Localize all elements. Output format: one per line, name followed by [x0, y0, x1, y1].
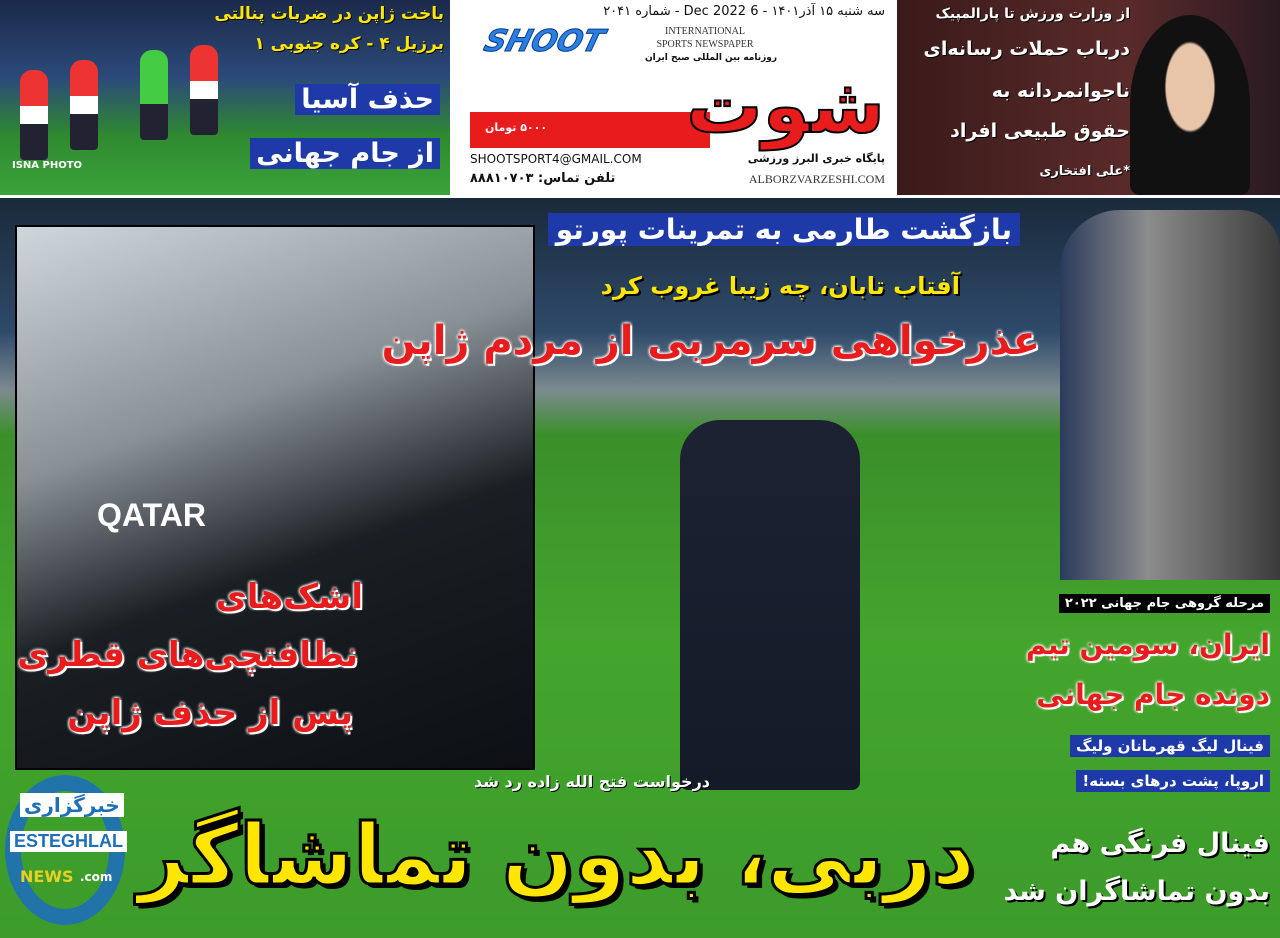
- iran-headline[interactable]: ایران، سومین تیم: [1025, 628, 1270, 661]
- shoot-logo: SHOOT: [480, 24, 608, 59]
- tagline-fa: روزنامه بین المللی صبح ایران: [645, 53, 778, 63]
- story-score: برزیل ۴ - کره جنوبی ۱: [254, 34, 444, 54]
- cameraman-figure: [1060, 210, 1280, 580]
- league-headline[interactable]: اروپا، پشت درهای بسته!: [1076, 770, 1270, 792]
- story-line: حقوق طبیعی افراد: [950, 120, 1130, 142]
- league-headline[interactable]: فینال لیگ قهرمانان ولیگ: [1070, 735, 1270, 757]
- price: ۵۰۰۰ تومان: [485, 121, 548, 134]
- iran-headline[interactable]: دونده جام جهانی: [1036, 678, 1270, 711]
- player-figure: [190, 45, 218, 135]
- watermark-fa: خبرگزاری: [20, 793, 124, 817]
- japan-headline[interactable]: عذرخواهی سرمربی از مردم ژاپن: [381, 318, 1040, 364]
- iran-kicker: مرحله گروهی جام جهانی ۲۰۲۲: [1059, 594, 1270, 613]
- masthead: [455, 0, 895, 195]
- newspaper-logo: شوت: [686, 61, 885, 150]
- shirt-text: QATAR: [97, 497, 207, 533]
- watermark-com: .com: [80, 870, 113, 884]
- issue-date: سه شنبه ۱۵ آذر۱۴۰۱ - 6 Dec 2022 - شماره ۲۰۴۱: [603, 4, 885, 19]
- tagline-line: INTERNATIONAL: [665, 26, 745, 37]
- tagline-en: [645, 25, 765, 51]
- goalkeeper-figure: [140, 50, 168, 140]
- japan-subhead: آفتاب تابان، چه زیبا غروب کرد: [600, 272, 960, 300]
- story-kicker: باخت ژاپن در ضربات پنالتی: [214, 4, 444, 24]
- portrait-photo: [1130, 15, 1250, 195]
- inset-headline: پس از حذف ژاپن: [67, 693, 353, 733]
- main-headline[interactable]: دربی، بدون تماشاگر: [137, 806, 975, 904]
- inset-photo-story[interactable]: [15, 225, 535, 770]
- story-line: ناجوانمردانه به: [991, 80, 1130, 102]
- site-link[interactable]: ALBORZVARZESHI.COM: [748, 172, 885, 186]
- photo-credit: ISNA PHOTO: [12, 160, 83, 171]
- author: *علی افتخاری: [1039, 164, 1130, 179]
- wrestling-headline[interactable]: بدون تماشاگران شد: [1003, 876, 1270, 907]
- wrestling-headline[interactable]: فینال فرنگی هم: [1050, 828, 1270, 859]
- phone: تلفن تماس: ۸۸۸۱۰۷۰۳: [470, 171, 616, 186]
- inset-headline: اشک‌های: [215, 577, 363, 617]
- email-link[interactable]: SHOOTSPORT4@GMAIL.COM: [470, 152, 642, 166]
- taremi-headline[interactable]: بازگشت طارمی به تمرینات پورتو: [548, 213, 1020, 246]
- story-line: درباب حملات رسانه‌ای: [923, 38, 1130, 60]
- esteghlal-news-watermark: [5, 775, 175, 935]
- main-kicker: درخواست فتح الله زاده رد شد: [473, 772, 710, 791]
- top-right-story[interactable]: [897, 0, 1280, 195]
- top-left-story[interactable]: [0, 0, 450, 195]
- story-headline: حذف آسیا: [295, 84, 440, 115]
- watermark-en: ESTEGHLAL: [10, 831, 127, 852]
- story-headline: از جام جهانی: [250, 138, 440, 169]
- tagline-line: SPORTS NEWSPAPER: [656, 39, 754, 50]
- story-kicker: از وزارت ورزش تا پارالمپیک: [935, 6, 1130, 22]
- player-figure: [20, 70, 48, 160]
- player-figure: [70, 60, 98, 150]
- inset-headline: نظافتچی‌های قطری: [17, 635, 358, 675]
- watermark-news: NEWS: [20, 867, 74, 886]
- site-label: پایگاه خبری البرز ورزشی: [747, 152, 885, 165]
- bowing-coach-figure: [680, 420, 860, 790]
